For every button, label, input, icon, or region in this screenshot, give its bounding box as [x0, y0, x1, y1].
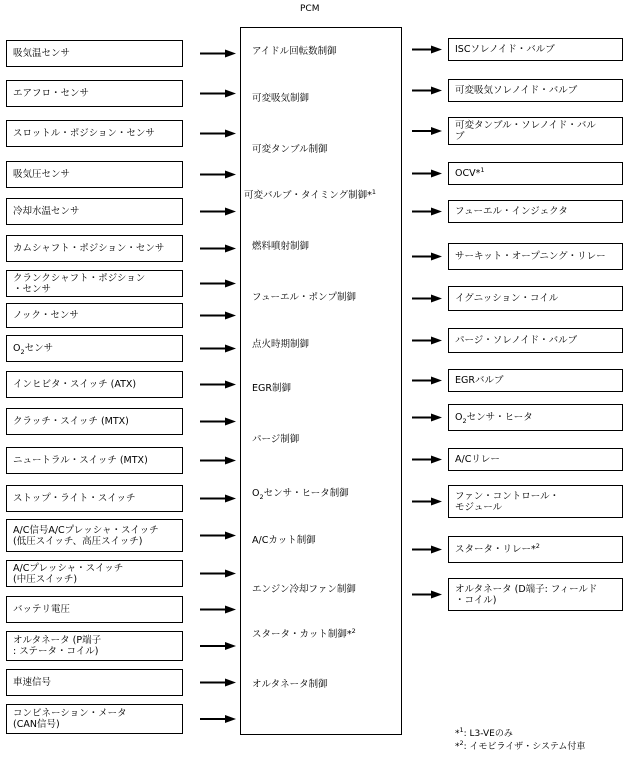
input-arrow-head	[225, 457, 236, 465]
output-arrow-head	[431, 337, 442, 345]
output-label: パージ・ソレノイド・バルブ	[455, 335, 578, 346]
output-arrow-head	[431, 46, 442, 54]
input-label: 冷却水温センサ	[13, 206, 80, 217]
output-label: 可変吸気ソレノイド・バルブ	[455, 85, 578, 96]
input-arrow-head	[225, 418, 236, 426]
input-label: クラッチ・スイッチ (MTX)	[13, 416, 129, 427]
output-arrow-head	[431, 127, 442, 135]
output-label: オルタネータ (D端子: フィールド ・コイル)	[455, 583, 598, 606]
input-label: インヒビタ・スイッチ (ATX)	[13, 379, 137, 390]
output-arrow-head	[431, 170, 442, 178]
pcm-control-item: スタータ・カット制御*$^2$	[252, 626, 356, 640]
input-arrow-head	[225, 50, 236, 58]
pcm-control-item: EGR制御	[252, 383, 291, 394]
output-label: スタータ・リレー*$^2$	[455, 541, 540, 555]
input-arrow-head	[225, 570, 236, 578]
input-label: オルタネータ (P端子 : ステータ・コイル)	[13, 635, 102, 657]
input-arrow-head	[225, 345, 236, 353]
footnote-2: *$^2$: イモビライザ・システム付車	[455, 739, 586, 752]
output-arrow-head	[431, 295, 442, 303]
output-label: EGRバルブ	[455, 375, 504, 386]
input-arrow-head	[225, 606, 236, 614]
input-arrow-head	[225, 532, 236, 540]
input-arrow-head	[225, 280, 236, 288]
output-label: OCV*$^1$	[455, 165, 485, 179]
output-label: ISCソレノイド・バルブ	[455, 44, 555, 55]
output-label: イグニッション・コイル	[455, 293, 559, 304]
output-label: サーキット・オープニング・リレー	[455, 251, 606, 262]
input-arrow-head	[225, 642, 236, 650]
output-arrow-head	[431, 253, 442, 261]
output-label: 可変タンブル・ソレノイド・バル ブ	[455, 120, 596, 142]
output-arrow-head	[431, 591, 442, 599]
output-arrow-head	[431, 208, 442, 216]
input-arrow-head	[225, 171, 236, 179]
input-label: 吸気圧センサ	[13, 169, 71, 180]
pcm-control-item: フューエル・ポンプ制御	[252, 292, 357, 303]
output-arrow-head	[431, 377, 442, 385]
output-arrow-head	[431, 456, 442, 464]
pcm-control-item: 可変バルブ・タイミング制御*$^1$	[244, 187, 377, 201]
input-arrow-head	[225, 312, 236, 320]
output-arrow-head	[431, 498, 442, 506]
pcm-title: PCM	[300, 4, 320, 14]
output-label: フューエル・インジェクタ	[455, 206, 568, 217]
input-label: コンビネーション・メータ (CAN信号)	[13, 708, 127, 730]
input-label: ニュートラル・スイッチ (MTX)	[13, 455, 148, 466]
footnote-1: *$^1$: L3-VEのみ	[455, 726, 513, 739]
input-label: ノック・センサ	[13, 310, 79, 321]
input-arrow-head	[225, 381, 236, 389]
input-arrow-head	[225, 130, 236, 138]
pcm-control-item: $O_2$センサ・ヒータ制御	[252, 488, 349, 501]
output-label: A/Cリレー	[455, 454, 500, 465]
input-label: カムシャフト・ポジション・センサ	[13, 243, 165, 254]
pcm-control-item: A/Cカット制御	[252, 535, 316, 546]
pcm-control-item: 燃料噴射制御	[252, 241, 310, 252]
pcm-control-item: オルタネータ制御	[252, 679, 328, 690]
pcm-control-item: パージ制御	[252, 434, 300, 445]
input-label: バッテリ電圧	[13, 604, 71, 615]
input-label: スロットル・ポジション・センサ	[13, 128, 155, 139]
input-label: 車速信号	[13, 677, 52, 688]
pcm-control-item: 点火時期制御	[252, 339, 310, 350]
input-arrow-head	[225, 495, 236, 503]
pcm-control-item: アイドル回転数制御	[252, 46, 337, 57]
input-label: $O_2$センサ	[13, 343, 54, 356]
input-arrow-head	[225, 90, 236, 98]
input-label: A/C信号A/Cプレッシャ・スイッチ (低圧スイッチ、高圧スイッチ)	[13, 524, 159, 547]
input-label: ストップ・ライト・スイッチ	[13, 493, 136, 504]
input-label: A/Cプレッシャ・スイッチ (中圧スイッチ)	[13, 562, 124, 585]
output-arrow-head	[431, 414, 442, 422]
output-arrow-head	[431, 87, 442, 95]
pcm-control-item: 可変吸気制御	[252, 93, 310, 104]
input-label: 吸気温センサ	[13, 48, 71, 59]
input-arrow-head	[225, 245, 236, 253]
output-arrow-head	[431, 546, 442, 554]
output-label: ファン・コントロール・ モジュール	[455, 490, 560, 513]
pcm-control-item: エンジン冷却ファン制御	[252, 584, 356, 595]
input-arrow-head	[225, 679, 236, 687]
output-label: $O_2$センサ・ヒータ	[455, 412, 533, 425]
input-label: エアフロ・センサ	[13, 88, 90, 99]
input-arrow-head	[225, 208, 236, 216]
input-label: クランクシャフト・ポジション ・センサ	[13, 272, 146, 295]
pcm-control-item: 可変タンブル制御	[252, 144, 328, 155]
input-arrow-head	[225, 715, 236, 723]
